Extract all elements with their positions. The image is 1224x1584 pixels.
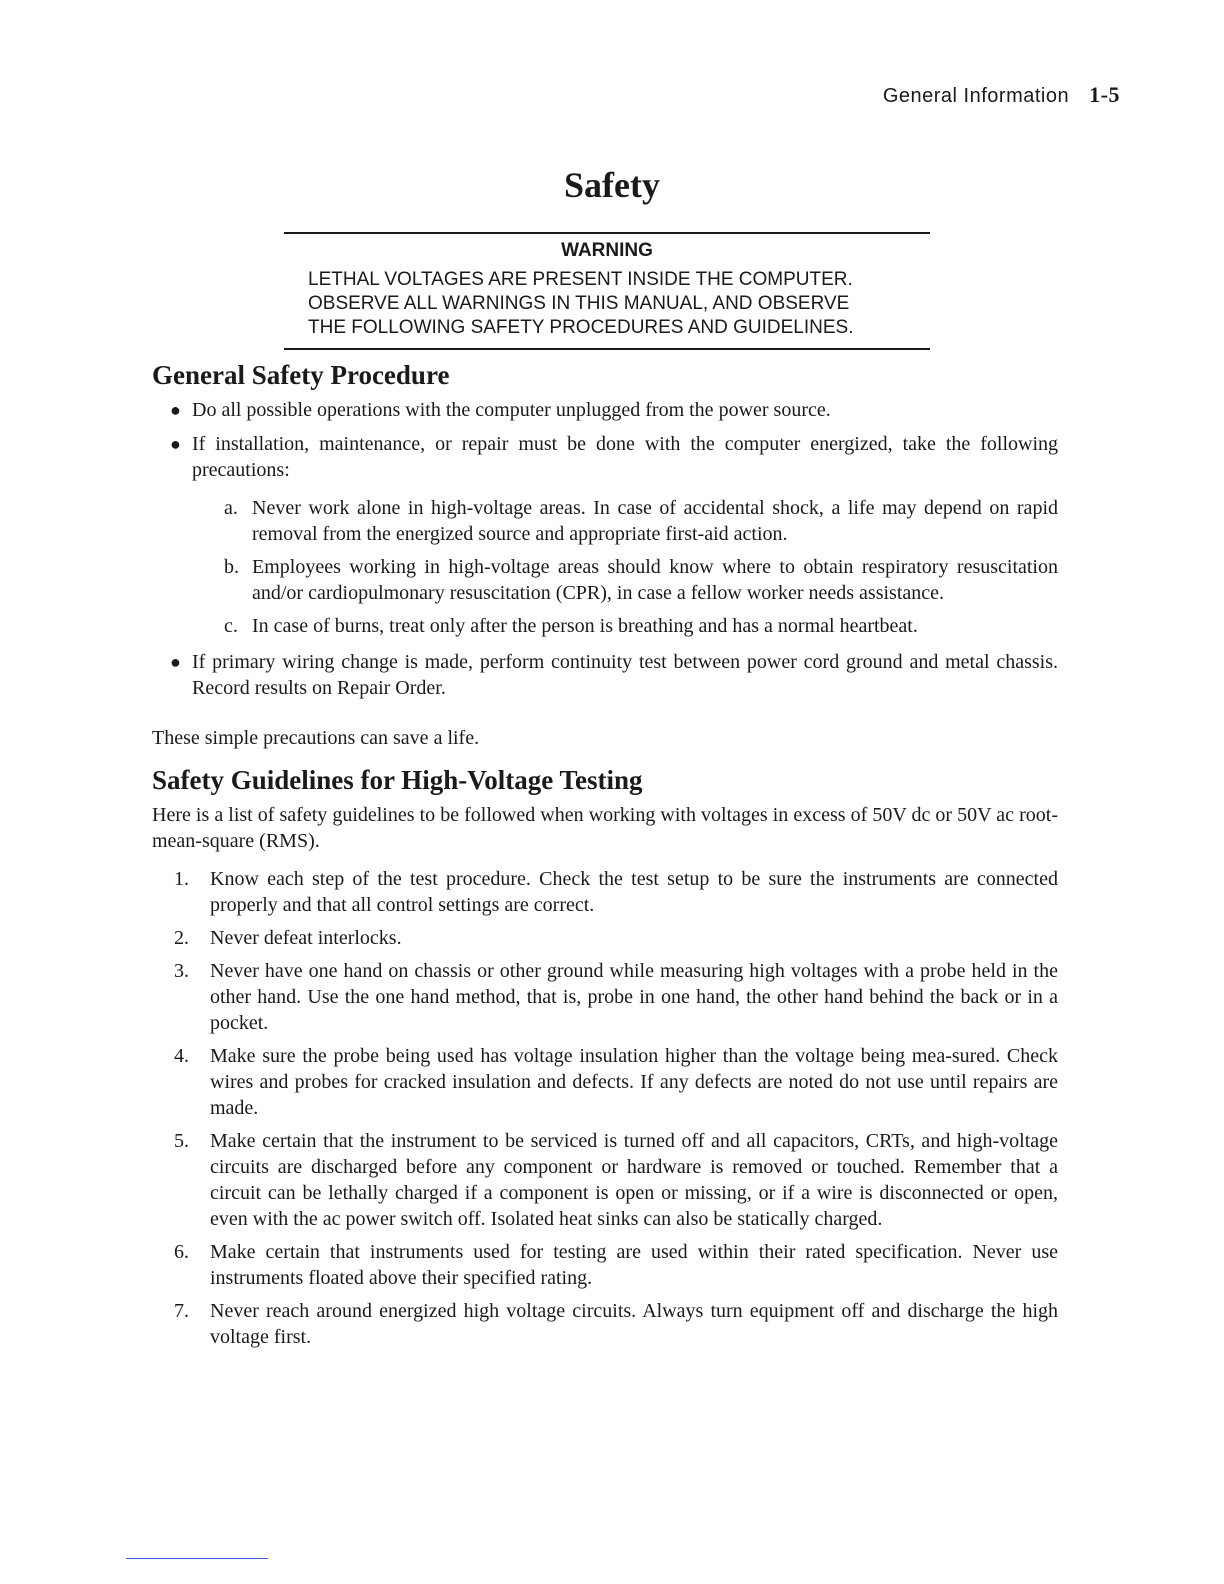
precaution-text: In case of burns, treat only after the person is breathing and has a normal heartbeat. <box>252 615 918 637</box>
page-header <box>883 82 1120 108</box>
list-item <box>152 1128 1058 1232</box>
list-marker: 2. <box>174 927 189 949</box>
guideline-text: Never defeat interlocks. <box>210 927 402 949</box>
warning-line: OBSERVE ALL WARNINGS IN THIS MANUAL, AND OBSERVE <box>308 293 850 314</box>
list-marker: 5. <box>174 1130 189 1152</box>
closing-text: These simple precautions can save a life. <box>152 727 480 749</box>
bullet-icon: ● <box>170 434 181 454</box>
list-marker: a. <box>224 497 238 519</box>
list-item <box>152 649 1058 701</box>
guideline-text: Make certain that instruments used for testing are used within their rated specification. Never use instruments floated above their specified rating. <box>210 1241 1058 1289</box>
bullet-text: If primary wiring change is made, perform continuity test between power cord ground and metal chassis. Record results on Repair Order. <box>192 651 1058 699</box>
guideline-text: Never have one hand on chassis or other ground while measuring high voltages with a probe held in the other hand. Use the one hand method, that is, probe in one hand, the other hand behind the back or in a pocket. <box>210 960 1058 1034</box>
list-item <box>152 431 1058 639</box>
general-safety-heading: General Safety Procedure <box>152 360 450 390</box>
bullet-text: If installation, maintenance, or repair must be done with the computer energized, take the following precautions: <box>192 433 1058 481</box>
precaution-text: Employees working in high-voltage areas should know where to obtain respiratory resuscitation and/or cardiopulmonary resuscitation (CPR), in case a fellow worker needs assistance. <box>252 556 1058 604</box>
list-item <box>192 613 1058 639</box>
list-marker: 6. <box>174 1241 189 1263</box>
bullet-text: Do all possible operations with the computer unplugged from the power source. <box>192 399 831 421</box>
list-item <box>152 1298 1058 1350</box>
list-item <box>152 1043 1058 1121</box>
precaution-text: Never work alone in high-voltage areas. In case of accidental shock, a life may depend on rapid removal from the energized source and appropriate first-aid action. <box>252 497 1058 545</box>
list-marker: c. <box>224 615 238 637</box>
header-section-name: General Information <box>882 85 1070 107</box>
guideline-text: Know each step of the test procedure. Check the test setup to be sure the instruments are connected properly and that all control settings are correct. <box>210 868 1058 916</box>
high-voltage-intro: Here is a list of safety guidelines to be followed when working with voltages in excess of 50V dc or 50V ac root-mean-square (RMS). <box>152 804 1058 852</box>
footer-rule <box>126 1558 268 1559</box>
list-marker: b. <box>224 556 239 578</box>
list-marker: 7. <box>174 1300 189 1322</box>
list-item <box>192 495 1058 547</box>
list-item <box>152 925 1058 951</box>
warning-heading: WARNING <box>561 240 653 261</box>
list-marker: 1. <box>174 868 189 890</box>
header-page-number: 1-5 <box>1089 82 1120 107</box>
page-title: Safety <box>564 165 660 205</box>
guideline-text: Make sure the probe being used has voltage insulation higher than the voltage being mea-sured. Check wires and probes for cracked insulation and defects. If any defects are noted do not use until repairs are made. <box>210 1045 1058 1119</box>
warning-line: THE FOLLOWING SAFETY PROCEDURES AND GUIDELINES. <box>308 317 854 338</box>
list-marker: 3. <box>174 960 189 982</box>
list-item <box>152 1239 1058 1291</box>
list-marker: 4. <box>174 1045 189 1067</box>
list-item <box>152 397 1058 423</box>
guideline-text: Make certain that the instrument to be serviced is turned off and all capacitors, CRTs, and high-voltage circuits are discharged before any component or hardware is removed or touched. Remember that a circuit can be lethally charged if a component is open or missing, or if a wire is disconnected or open, even with the ac power switch off. Isolated heat sinks can also be statically charged. <box>210 1130 1058 1230</box>
general-safety-list <box>152 397 1058 701</box>
list-item <box>152 958 1058 1036</box>
guideline-text: Never reach around energized high voltage circuits. Always turn equipment off and discharge the high voltage first. <box>210 1300 1058 1348</box>
bullet-icon: ● <box>170 652 181 672</box>
warning-box <box>284 232 930 350</box>
warning-line: LETHAL VOLTAGES ARE PRESENT INSIDE THE COMPUTER. <box>308 269 853 290</box>
list-item <box>192 554 1058 606</box>
precautions-list <box>192 495 1058 639</box>
bullet-icon: ● <box>170 400 181 420</box>
list-item <box>152 866 1058 918</box>
high-voltage-heading: Safety Guidelines for High-Voltage Testing <box>152 765 643 795</box>
high-voltage-guidelines-list <box>152 866 1058 1350</box>
main-content <box>152 360 1058 1357</box>
